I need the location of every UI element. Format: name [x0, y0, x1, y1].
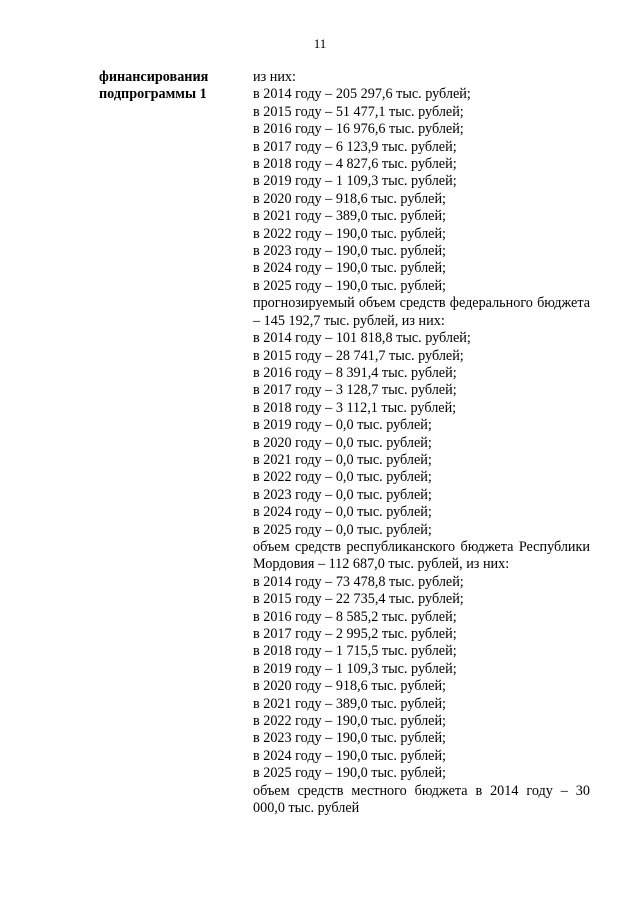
local-budget-text: объем средств местного бюджета в 2014 году – 30 000,0 тыс. рублей [253, 782, 590, 817]
year-line: в 2021 году – 389,0 тыс. рублей; [253, 208, 446, 225]
year-line: в 2021 году – 389,0 тыс. рублей; [253, 695, 446, 712]
row-label-line: финансирования [99, 69, 209, 85]
year-line: в 2019 году – 0,0 тыс. рублей; [253, 417, 432, 434]
year-line: в 2014 году – 205 297,6 тыс. рублей; [253, 86, 471, 103]
year-line: в 2023 году – 190,0 тыс. рублей; [253, 243, 446, 260]
year-line: в 2025 году – 0,0 тыс. рублей; [253, 521, 432, 538]
year-line: в 2019 году – 1 109,3 тыс. рублей; [253, 660, 457, 677]
year-line: в 2016 году – 16 976,6 тыс. рублей; [253, 121, 464, 138]
year-line: в 2017 году – 3 128,7 тыс. рублей; [253, 382, 457, 399]
row-label [99, 69, 249, 104]
year-line: в 2024 году – 0,0 тыс. рублей; [253, 504, 432, 521]
year-line: в 2018 году – 3 112,1 тыс. рублей; [253, 399, 457, 416]
year-line: в 2022 году – 190,0 тыс. рублей; [253, 225, 446, 242]
year-line: в 2022 году – 0,0 тыс. рублей; [253, 469, 432, 486]
year-line: в 2024 году – 190,0 тыс. рублей; [253, 747, 446, 764]
year-line: в 2021 году – 0,0 тыс. рублей; [253, 451, 432, 468]
year-line: в 2023 году – 0,0 тыс. рублей; [253, 486, 432, 503]
year-line: в 2016 году – 8 391,4 тыс. рублей; [253, 364, 457, 381]
year-line: в 2017 году – 2 995,2 тыс. рублей; [253, 626, 457, 642]
block1-intro: из них: [253, 69, 296, 85]
republic-budget-heading: объем средств республиканского бюджета Республики Мордовия – 112 687,0 тыс. рублей, из них: [253, 538, 590, 573]
year-line: в 2020 году – 918,6 тыс. рублей; [253, 190, 446, 207]
year-line: в 2020 году – 0,0 тыс. рублей; [253, 434, 432, 451]
year-line: в 2025 году – 190,0 тыс. рублей; [253, 277, 446, 294]
year-line: в 2019 году – 1 109,3 тыс. рублей; [253, 173, 457, 190]
year-line: в 2020 году – 918,6 тыс. рублей; [253, 678, 446, 695]
year-line: в 2023 году – 190,0 тыс. рублей; [253, 730, 446, 747]
federal-budget-heading: прогнозируемый объем средств федерального бюджета – 145 192,7 тыс. рублей, из них: [253, 295, 590, 329]
page-number: 11 [313, 36, 327, 51]
row-label-line: подпрограммы 1 [99, 86, 207, 103]
year-line: в 2016 году – 8 585,2 тыс. рублей; [253, 608, 457, 625]
year-line: в 2015 году – 28 741,7 тыс. рублей; [253, 347, 464, 364]
year-line: в 2018 году – 4 827,6 тыс. рублей; [253, 156, 457, 173]
year-line: в 2025 году – 190,0 тыс. рублей; [253, 765, 446, 782]
year-line: в 2015 году – 51 477,1 тыс. рублей; [253, 103, 464, 120]
year-line: в 2014 году – 73 478,8 тыс. рублей; [253, 573, 464, 590]
year-line: в 2024 году – 190,0 тыс. рублей; [253, 260, 446, 277]
year-line: в 2015 году – 22 735,4 тыс. рублей; [253, 591, 464, 608]
year-line: в 2014 году – 101 818,8 тыс. рублей; [253, 330, 471, 347]
funding-details [253, 69, 590, 817]
year-line: в 2017 году – 6 123,9 тыс. рублей; [253, 138, 457, 155]
year-line: в 2022 году – 190,0 тыс. рублей; [253, 713, 446, 730]
year-line: в 2018 году – 1 715,5 тыс. рублей; [253, 643, 457, 660]
